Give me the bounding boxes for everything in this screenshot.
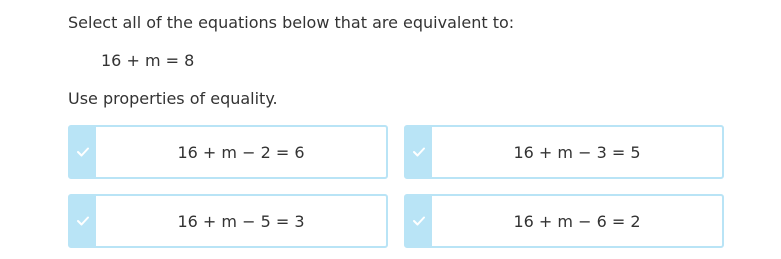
checkbox[interactable] bbox=[406, 196, 432, 246]
choice-option-4[interactable] bbox=[404, 194, 724, 248]
choice-label: 16 + m − 6 = 2 bbox=[513, 211, 641, 231]
check-icon bbox=[413, 147, 425, 157]
check-icon bbox=[77, 216, 89, 226]
choice-label: 16 + m − 2 = 6 bbox=[177, 142, 305, 162]
question-instruction: Use properties of equality. bbox=[68, 89, 278, 108]
check-icon bbox=[413, 216, 425, 226]
choice-option-2[interactable] bbox=[404, 125, 724, 179]
choice-label: 16 + m − 3 = 5 bbox=[513, 142, 641, 162]
choice-option-1[interactable] bbox=[68, 125, 388, 179]
checkbox[interactable] bbox=[406, 127, 432, 177]
question-prompt: Select all of the equations below that are equivalent to: bbox=[68, 13, 515, 32]
checkbox[interactable] bbox=[70, 196, 96, 246]
checkbox[interactable] bbox=[70, 127, 96, 177]
target-equation: 16 + m = 8 bbox=[101, 51, 195, 70]
answer-choices bbox=[68, 125, 724, 250]
choice-label: 16 + m − 5 = 3 bbox=[177, 211, 305, 231]
choice-option-3[interactable] bbox=[68, 194, 388, 248]
check-icon bbox=[77, 147, 89, 157]
